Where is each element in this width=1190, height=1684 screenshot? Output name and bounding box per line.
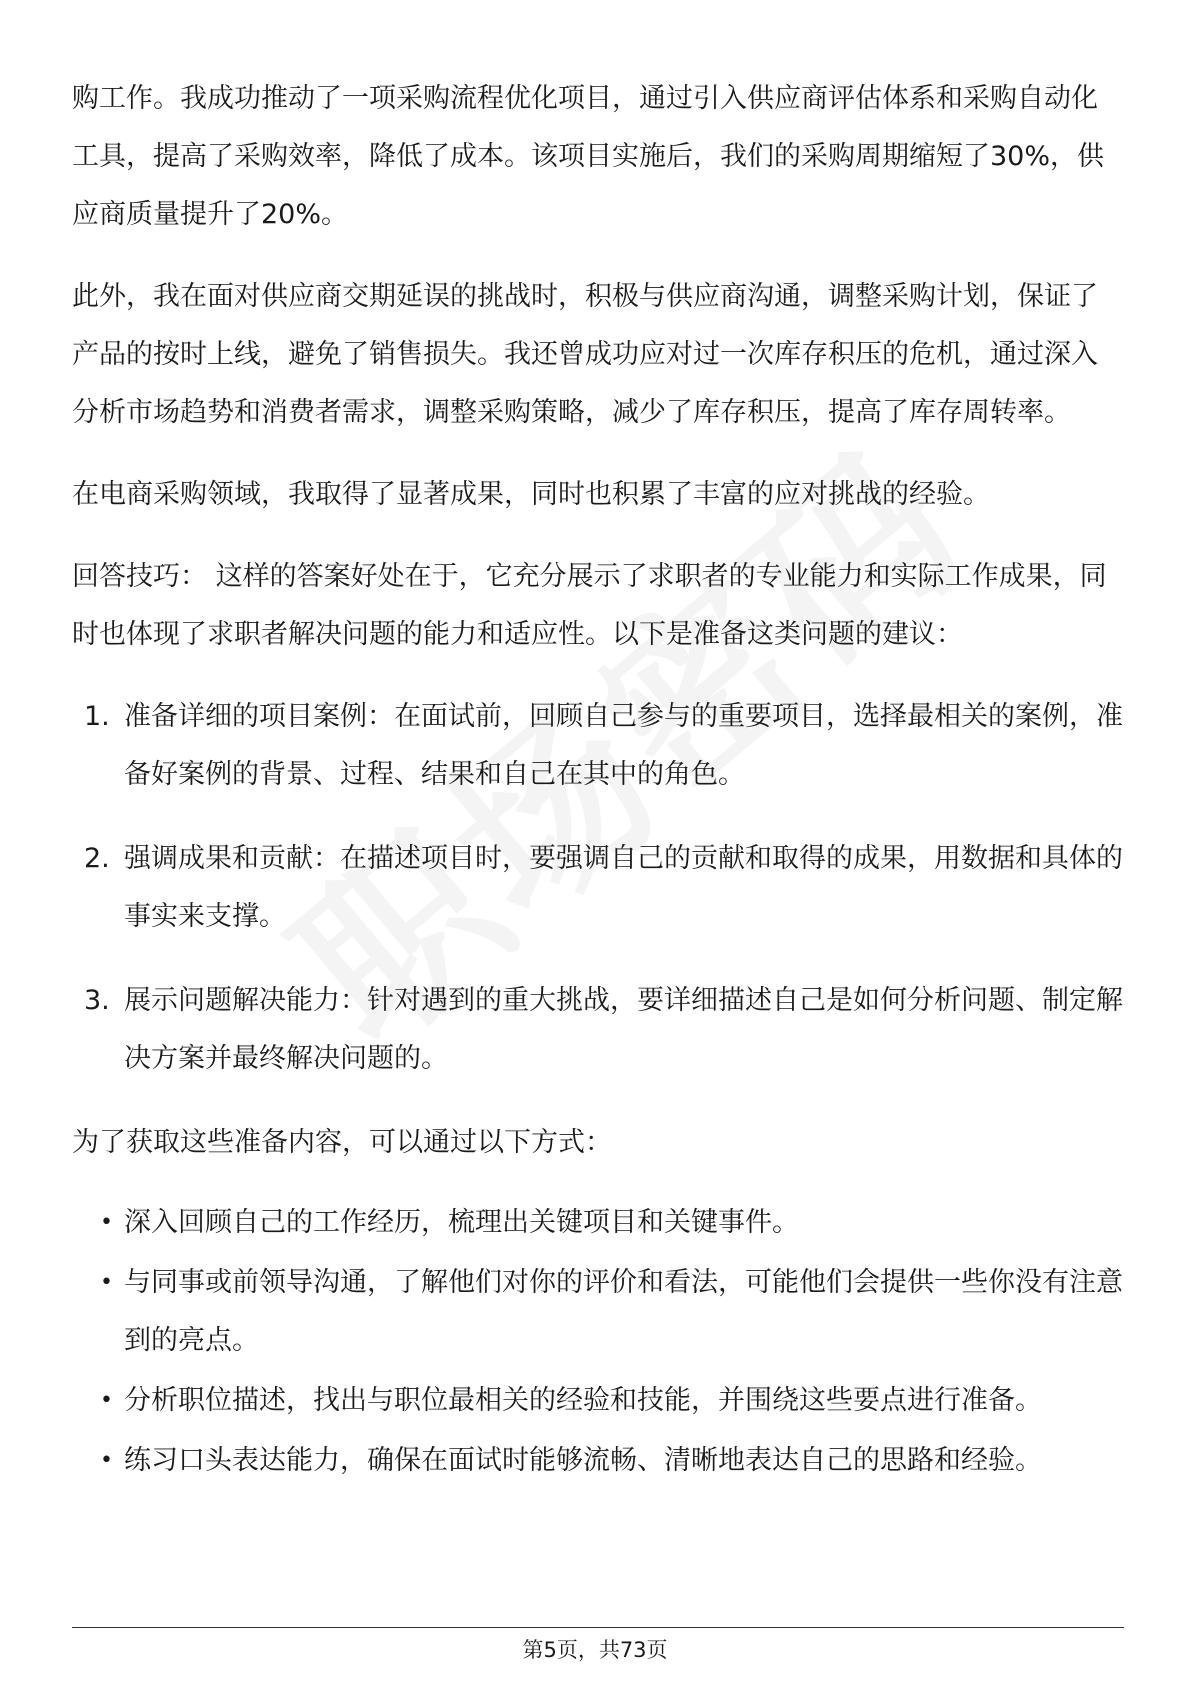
list-item-text: 与同事或前领导沟通，了解他们对你的评价和看法，可能他们会提供一些你没有注意到的亮点。 (124, 1267, 1123, 1356)
list-item (72, 1372, 1124, 1430)
list-item-text: 分析职位描述，找出与职位最相关的经验和技能，并围绕这些要点进行准备。 (124, 1385, 1042, 1416)
list-number: 2. (84, 843, 110, 874)
footer-divider (72, 1627, 1124, 1628)
list-item-text: 深入回顾自己的工作经历，梳理出关键项目和关键事件。 (124, 1207, 799, 1238)
ordered-list (72, 688, 1124, 1088)
bullet-icon: • (100, 1388, 113, 1413)
list-item-text: 准备详细的项目案例：在面试前，回顾自己参与的重要项目，选择最相关的案例，准备好案例的背景、过程、结果和自己在其中的角色。 (124, 701, 1123, 790)
list-item-text: 练习口头表达能力，确保在面试时能够流畅、清晰地表达自己的思路和经验。 (124, 1445, 1042, 1476)
bullet-icon: • (100, 1210, 113, 1235)
bullet-icon: • (100, 1448, 113, 1473)
list-item (72, 1194, 1124, 1252)
list-item (72, 830, 1124, 946)
list-item (72, 972, 1124, 1088)
paragraph: 购工作。我成功推动了一项采购流程优化项目，通过引入供应商评估体系和采购自动化工具，提高了采购效率，降低了成本。该项目实施后，我们的采购周期缩短了30%，供应商质量提升了20%。 (72, 83, 1105, 230)
list-item-text: 展示问题解决能力：针对遇到的重大挑战，要详细描述自己是如何分析问题、制定解决方案并最终解决问题的。 (124, 985, 1123, 1074)
paragraph: 此外，我在面对供应商交期延误的挑战时，积极与供应商沟通，调整采购计划，保证了产品的按时上线，避免了销售损失。我还曾成功应对过一次库存积压的危机，通过深入分析市场趋势和消费者需求，调整采购策略，减少了库存积压，提高了库存周转率。 (72, 281, 1098, 428)
bullet-icon: • (100, 1270, 113, 1295)
paragraph-answer-tips: 回答技巧： 这样的答案好处在于，它充分展示了求职者的专业能力和实际工作成果，同时也体现了求职者解决问题的能力和适应性。以下是准备这类问题的建议： (72, 561, 1107, 650)
list-item (72, 688, 1124, 804)
list-item-text: 强调成果和贡献：在描述项目时，要强调自己的贡献和取得的成果，用数据和具体的事实来支撑。 (124, 843, 1123, 932)
list-number: 3. (84, 985, 110, 1016)
document-body (72, 70, 1124, 1492)
paragraph: 在电商采购领域，我取得了显著成果，同时也积累了丰富的应对挑战的经验。 (72, 479, 990, 510)
list-item (72, 1432, 1124, 1490)
page-number: 第5页，共73页 (522, 1638, 668, 1662)
bullet-list (72, 1194, 1124, 1490)
paragraph-bullets-intro: 为了获取这些准备内容，可以通过以下方式： (72, 1127, 612, 1158)
list-item (72, 1254, 1124, 1370)
list-number: 1. (84, 701, 110, 732)
